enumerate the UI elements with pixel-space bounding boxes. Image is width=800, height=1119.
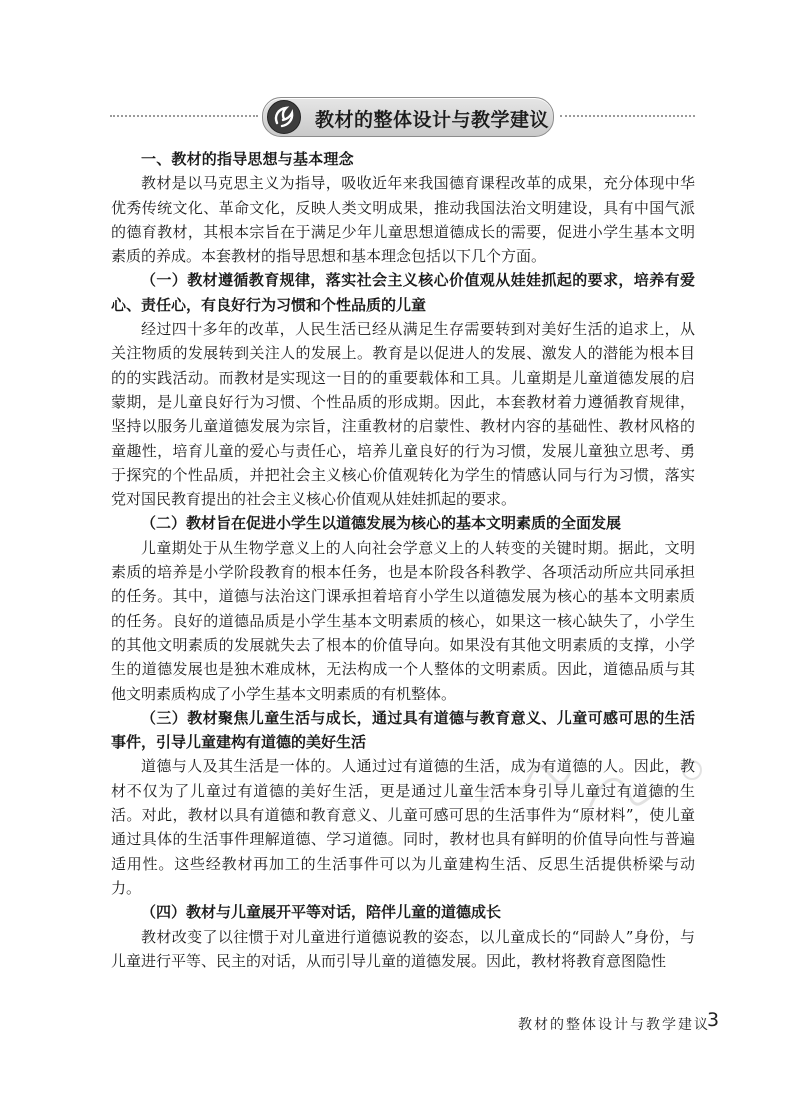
subsection-paragraph-4: 教材改变了以往惯于对儿童进行道德说教的姿态，以儿童成长的“同龄人”身份，与儿童进行平等、民主的对话，从而引导儿童的道德发展。因此，教材将教育意图隐性 bbox=[111, 927, 695, 970]
watermark-signature bbox=[470, 752, 710, 822]
section-heading: 一、教材的指导思想与基本理念 bbox=[141, 150, 354, 168]
document-body bbox=[111, 147, 695, 973]
leaf-swirl-icon bbox=[267, 100, 301, 134]
subsection-heading-2: （二）教材旨在促进小学生以道德发展为核心的基本文明素质的全面发展 bbox=[141, 514, 622, 533]
subsection-paragraph-1: 经过四十多年的改革，人民生活已经从满足生存需要转到对美好生活的追求上，从关注物质的发展转到关注人的发展上。教育是以促进人的发展、激发人的潜能为根本目的的实践活动。而教材是实现这一目的的重要载体和工具。儿童期是儿童道德发展的启蒙期，是儿童良好行为习惯、个性品质的形成期。因此，本套教材着力遵循教育规律，坚持以服务儿童道德发展为宗旨，注重教材的启蒙性、教材内容的基础性、教材风格的童趣性，培育儿童的爱心与责任心，培养儿童良好的行为习惯，发展儿童独立思考、勇于探究的个性品质，并把社会主义核心价值观转化为学生的情感认同与行为习惯，落实党对国民教育提出的社会主义核心价值观从娃娃抓起的要求。 bbox=[111, 320, 695, 509]
running-footer-title: 教材的整体设计与教学建议 bbox=[518, 1017, 710, 1033]
page-title: 教材的整体设计与教学建议 bbox=[315, 109, 550, 131]
subsection-paragraph-3: 道德与人及其生活是一体的。人通过过有道德的生活，成为有道德的人。因此，教材不仅为了儿童过有道德的美好生活，更是通过儿童生活本身引导儿童过有道德的生活。对此，教材以具有道德和教育意义、儿童可感可思的生活事件为“原材料”，使儿童通过具体的生活事件理解道德、学习道德。同时，教材也具有鲜明的价值导向性与普遍适用性。这些经教材再加工的生活事件可以为儿童建构生活、反思生活提供桥梁与动力。 bbox=[111, 757, 695, 897]
subsection-heading-4: （四）教材与儿童展开平等对话，陪伴儿童的道德成长 bbox=[141, 903, 502, 922]
header-dotted-rule-left bbox=[110, 115, 258, 117]
subsection-heading-1: （一）教材遵循教育规律，落实社会主义核心价值观从娃娃抓起的要求，培养有爱心、责任心，有良好行为习惯和个性品质的儿童 bbox=[111, 271, 695, 314]
header-dotted-rule-right bbox=[560, 115, 695, 117]
page-number: 3 bbox=[707, 1009, 720, 1031]
subsection-paragraph-2: 儿童期处于从生物学意义上的人向社会学意义上的人转变的关键时期。据此，文明素质的培养是小学阶段教育的根本任务，也是本阶段各科教学、各项活动所应共同承担的任务。其中，道德与法治这门课承担着培育小学生以道德发展为核心的基本文明素质的任务。良好的道德品质是小学生基本文明素质的核心，如果这一核心缺失了，小学生的其他文明素质的发展就失去了根本的价值导向。如果没有其他文明素质的支撑，小学生的道德发展也是独木难成林，无法构成一个人整体的文明素质。因此，道德品质与其他文明素质构成了小学生基本文明素质的有机整体。 bbox=[111, 538, 695, 703]
chapter-banner bbox=[262, 97, 554, 137]
intro-paragraph: 教材是以马克思主义为指导，吸收近年来我国德育课程改革的成果，充分体现中华优秀传统文化、革命文化，反映人类文明成果，推动我国法治文明建设，具有中国气派的德育教材，其根本宗旨在于满足少年儿童思想道德成长的需要，促进小学生基本文明素质的养成。本套教材的指导思想和基本理念包括以下几个方面。 bbox=[111, 174, 695, 266]
subsection-heading-3: （三）教材聚焦儿童生活与成长，通过具有道德与教育意义、儿童可感可思的生活事件，引导儿童建构有道德的美好生活 bbox=[111, 708, 695, 752]
